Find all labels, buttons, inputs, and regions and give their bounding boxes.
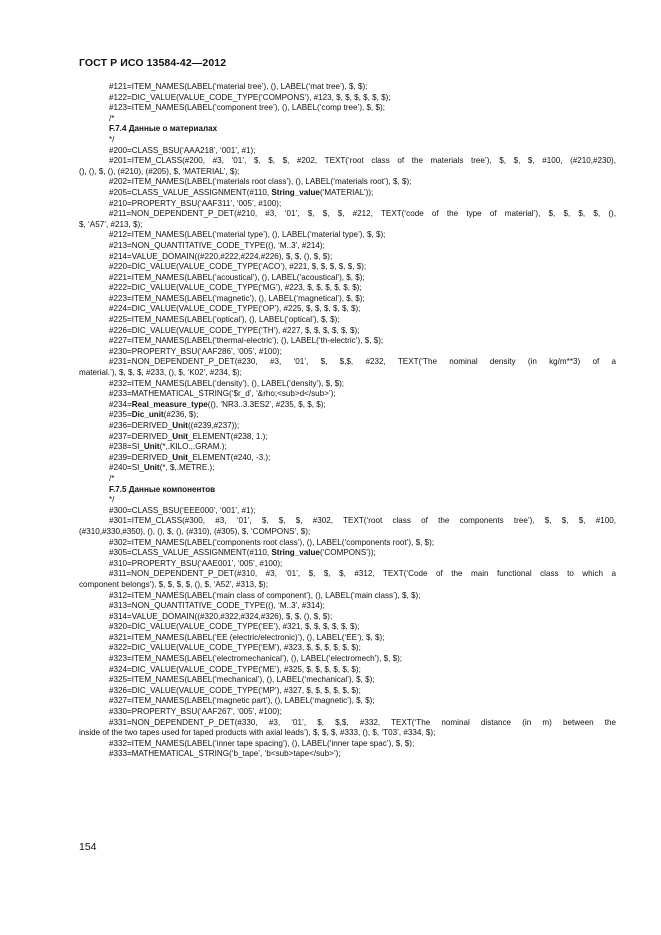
document-body — [79, 82, 616, 760]
section-heading: F.7.5 Данные компонентов — [109, 484, 216, 494]
code-line: #200=CLASS_BSU(‘AAA218’, ‘001’, #1); — [109, 145, 256, 155]
code-line: #223=ITEM_NAMES(LABEL(‘magnetic’), (), LABEL(‘magnetical’), $, $); — [109, 293, 365, 303]
code-line: #324=DIC_VALUE(VALUE_CODE_TYPE(‘ME’), #325, $, $, $, $, $, $); — [109, 664, 361, 674]
code-line: #123=ITEM_NAMES(LABEL(‘component tree’), (), LABEL(‘comp tree’), $, $); — [109, 103, 385, 113]
code-line: /* — [109, 113, 115, 123]
code-line: #302=ITEM_NAMES(LABEL(‘components root class’), (), LABEL(‘components root’), $, $); — [109, 537, 435, 547]
code-line: #326=DIC_VALUE(VALUE_CODE_TYPE(‘MP’), #327, $, $, $, $, $, $); — [109, 685, 361, 695]
code-line: #327=ITEM_NAMES(LABEL(‘magnetic part’), (), LABEL(‘magnetic’), $, $); — [109, 696, 375, 706]
code-line: #121=ITEM_NAMES(LABEL(‘material tree’), (), LABEL(‘mat tree’), $, $); — [109, 82, 368, 91]
code-line: #320=DIC_VALUE(VALUE_CODE_TYPE(‘EE’), #321, $, $, $, $, $, $); — [109, 622, 360, 632]
code-line: #321=ITEM_NAMES(LABEL(‘EE (electric/electronic)’), (), LABEL(‘EE’), $, $); — [109, 632, 385, 642]
code-line: #220=DIC_VALUE(VALUE_CODE_TYPE(‘ACO’), #221, $, $, $, $, $, $); — [109, 262, 367, 272]
code-line: #225=ITEM_NAMES(LABEL(‘optical’), (), LABEL(‘optical’), $, $); — [109, 315, 340, 325]
code-line: #325=ITEM_NAMES(LABEL(‘mechanical’), (), LABEL(‘mechanical’), $, $); — [109, 675, 375, 685]
code-line: #237=DERIVED_Unit_ELEMENT(#238, 1.); — [109, 431, 268, 441]
page-number: 154 — [79, 841, 97, 853]
code-line: #231=NON_DEPENDENT_P_DET(#230, #3, ‘01’, $, $,$, #232, TEXT(‘The nominal density (in kg/m**3) of a — [109, 357, 616, 367]
code-line: #205=CLASS_VALUE_ASSIGNMENT(#110, String_value(‘MATERIAL’)); — [109, 187, 374, 197]
code-line: #122=DIC_VALUE(VALUE_CODE_TYPE(‘COMPONS’), #123, $, $, $, $, $, $); — [109, 92, 391, 102]
code-line: #210=PROPERTY_BSU(‘AAF311’, ‘005’, #100); — [109, 198, 282, 208]
code-line: #235=Dic_unit(#236, $); — [109, 410, 199, 420]
page-header: ГОСТ Р ИСО 13584-42—2012 — [79, 57, 227, 69]
code-line: #310=PROPERTY_BSU(‘AAE001’, ‘005’, #100); — [109, 558, 283, 568]
code-line: #232=ITEM_NAMES(LABEL(‘density’), (), LABEL(‘density’), $, $); — [109, 378, 345, 388]
code-line: #201=ITEM_CLASS(#200, #3, ‘01’, $, $, $, #202, TEXT(‘root class of the materials tree’), $, $, $, #100, (#210,#230), — [109, 156, 616, 166]
code-line: #230=PROPERTY_BSU(‘AAF286’, ‘005’, #100); — [109, 346, 282, 356]
code-line: #331=NON_DEPENDENT_P_DET(#330, #3, ‘01’, $, $,$, #332, TEXT(‘The nominal distance (in m) between the — [109, 717, 616, 727]
code-line: #322=DIC_VALUE(VALUE_CODE_TYPE(‘EM’), #323, $, $, $, $, $, $); — [109, 643, 361, 653]
code-line: material.’), $, $, $, #233, (), $, ‘K02’, #234, $); — [79, 368, 242, 378]
code-line: #239=DERIVED_Unit_ELEMENT(#240, -3.); — [109, 452, 271, 462]
code-line: #333=MATHEMATICAL_STRING(‘b_tape’, ‘b<sub>tape</sub>’); — [109, 749, 341, 759]
code-line: #236=DERIVED_Unit((#239,#237)); — [109, 421, 240, 430]
code-line: #234=Real_measure_type((), ‘NR3..3.3ES2’, #235, $, $, $); — [109, 399, 326, 409]
code-line: #221=ITEM_NAMES(LABEL(‘acoustical’), (), LABEL(‘acoustical’), $, $); — [109, 272, 365, 282]
code-line: #214=VALUE_DOMAIN((#220,#222,#224,#226), $, $, (), $, $); — [109, 251, 333, 261]
code-line: #332=ITEM_NAMES(LABEL(‘inner tape spacing’), (), LABEL(‘inner tape spac’), $, $); — [109, 738, 415, 748]
code-line: #226=DIC_VALUE(VALUE_CODE_TYPE(‘TH’), #227, $, $, $, $, $, $); — [109, 325, 360, 335]
code-line: #300=CLASS_BSU(‘EEE000’, ‘001’, #1); — [109, 505, 256, 515]
code-line: (#310,#330,#350), (), (), $, (), (#310), (#305), $, ‘COMPONS’, $); — [79, 526, 311, 536]
code-line: #323=ITEM_NAMES(LABEL(‘electromechanical’), (), LABEL(‘electromech’), $, $); — [109, 654, 403, 664]
code-line: #224=DIC_VALUE(VALUE_CODE_TYPE(‘OP’), #225, $, $, $, $, $, $); — [109, 304, 361, 314]
code-line: inside of the two tapes used for taped products with axial leads’), $, $, $, #333, (), $, ‘T03’, #334, $); — [79, 728, 436, 738]
code-line: $, ‘A57’, #213, $); — [79, 219, 143, 229]
code-line: #233=MATHEMATICAL_STRING(‘$r_d’, ‘&rho;<sub>d</sub>’); — [109, 389, 336, 399]
code-line: #211=NON_DEPENDENT_P_DET(#210, #3, ‘01’, $, $, $, #212, TEXT(‘code of the type of material’), $, $, $, $, (), — [109, 209, 616, 219]
code-line: component belongs’), $, $, $, $, (), $, ‘A52’, #313, $); — [79, 579, 268, 589]
code-line: #213=NON_QUANTITATIVE_CODE_TYPE((), ‘M..3’, #214); — [109, 240, 325, 250]
code-line: */ — [109, 134, 115, 144]
code-line: #240=SI_Unit(*, $,.METRE.); — [109, 463, 215, 473]
code-line: #301=ITEM_CLASS(#300, #3, ‘01’, $, $, $, #302, TEXT(‘root class of the components tree’), $, $, $, #100, — [109, 516, 616, 526]
code-line: #311=NON_DEPENDENT_P_DET(#310, #3, ‘01’, $, $, $, #312, TEXT(‘Code of the main functional class to which a — [109, 569, 616, 579]
section-heading: F.7.4 Данные о материалах — [109, 124, 218, 134]
code-line: #238=SI_Unit(*,.KILO.,.GRAM.); — [109, 442, 227, 452]
code-line: #227=ITEM_NAMES(LABEL(‘thermal-electric’), (), LABEL(‘th-electric’), $, $); — [109, 336, 384, 346]
code-line: #330=PROPERTY_BSU(‘AAF267’, ‘005’, #100); — [109, 707, 282, 717]
code-line: #212=ITEM_NAMES(LABEL(‘material type’), (), LABEL(‘material type’), $, $); — [109, 230, 386, 240]
code-line: #202=ITEM_NAMES(LABEL(‘materials root class’), (), LABEL(‘materials root’), $, $); — [109, 177, 412, 187]
code-line: #312=ITEM_NAMES(LABEL(‘main class of component’), (), LABEL(‘main class’), $, $); — [109, 590, 421, 600]
code-line: #313=NON_QUANTITATIVE_CODE_TYPE((), ‘M..3’, #314); — [109, 601, 325, 611]
code-line: /* — [109, 473, 115, 483]
code-line: #305=CLASS_VALUE_ASSIGNMENT(#110, String_value(‘COMPONS’)); — [109, 548, 376, 558]
code-line: (), (), $, (), (#210), (#205), $, ‘MATERIAL’, $); — [79, 166, 240, 176]
code-line: #314=VALUE_DOMAIN((#320,#322,#324,#326), $, $, (), $, $); — [109, 611, 333, 621]
code-line: */ — [109, 495, 115, 505]
code-line: #222=DIC_VALUE(VALUE_CODE_TYPE(‘MG’), #223, $, $, $, $, $, $); — [109, 283, 362, 293]
